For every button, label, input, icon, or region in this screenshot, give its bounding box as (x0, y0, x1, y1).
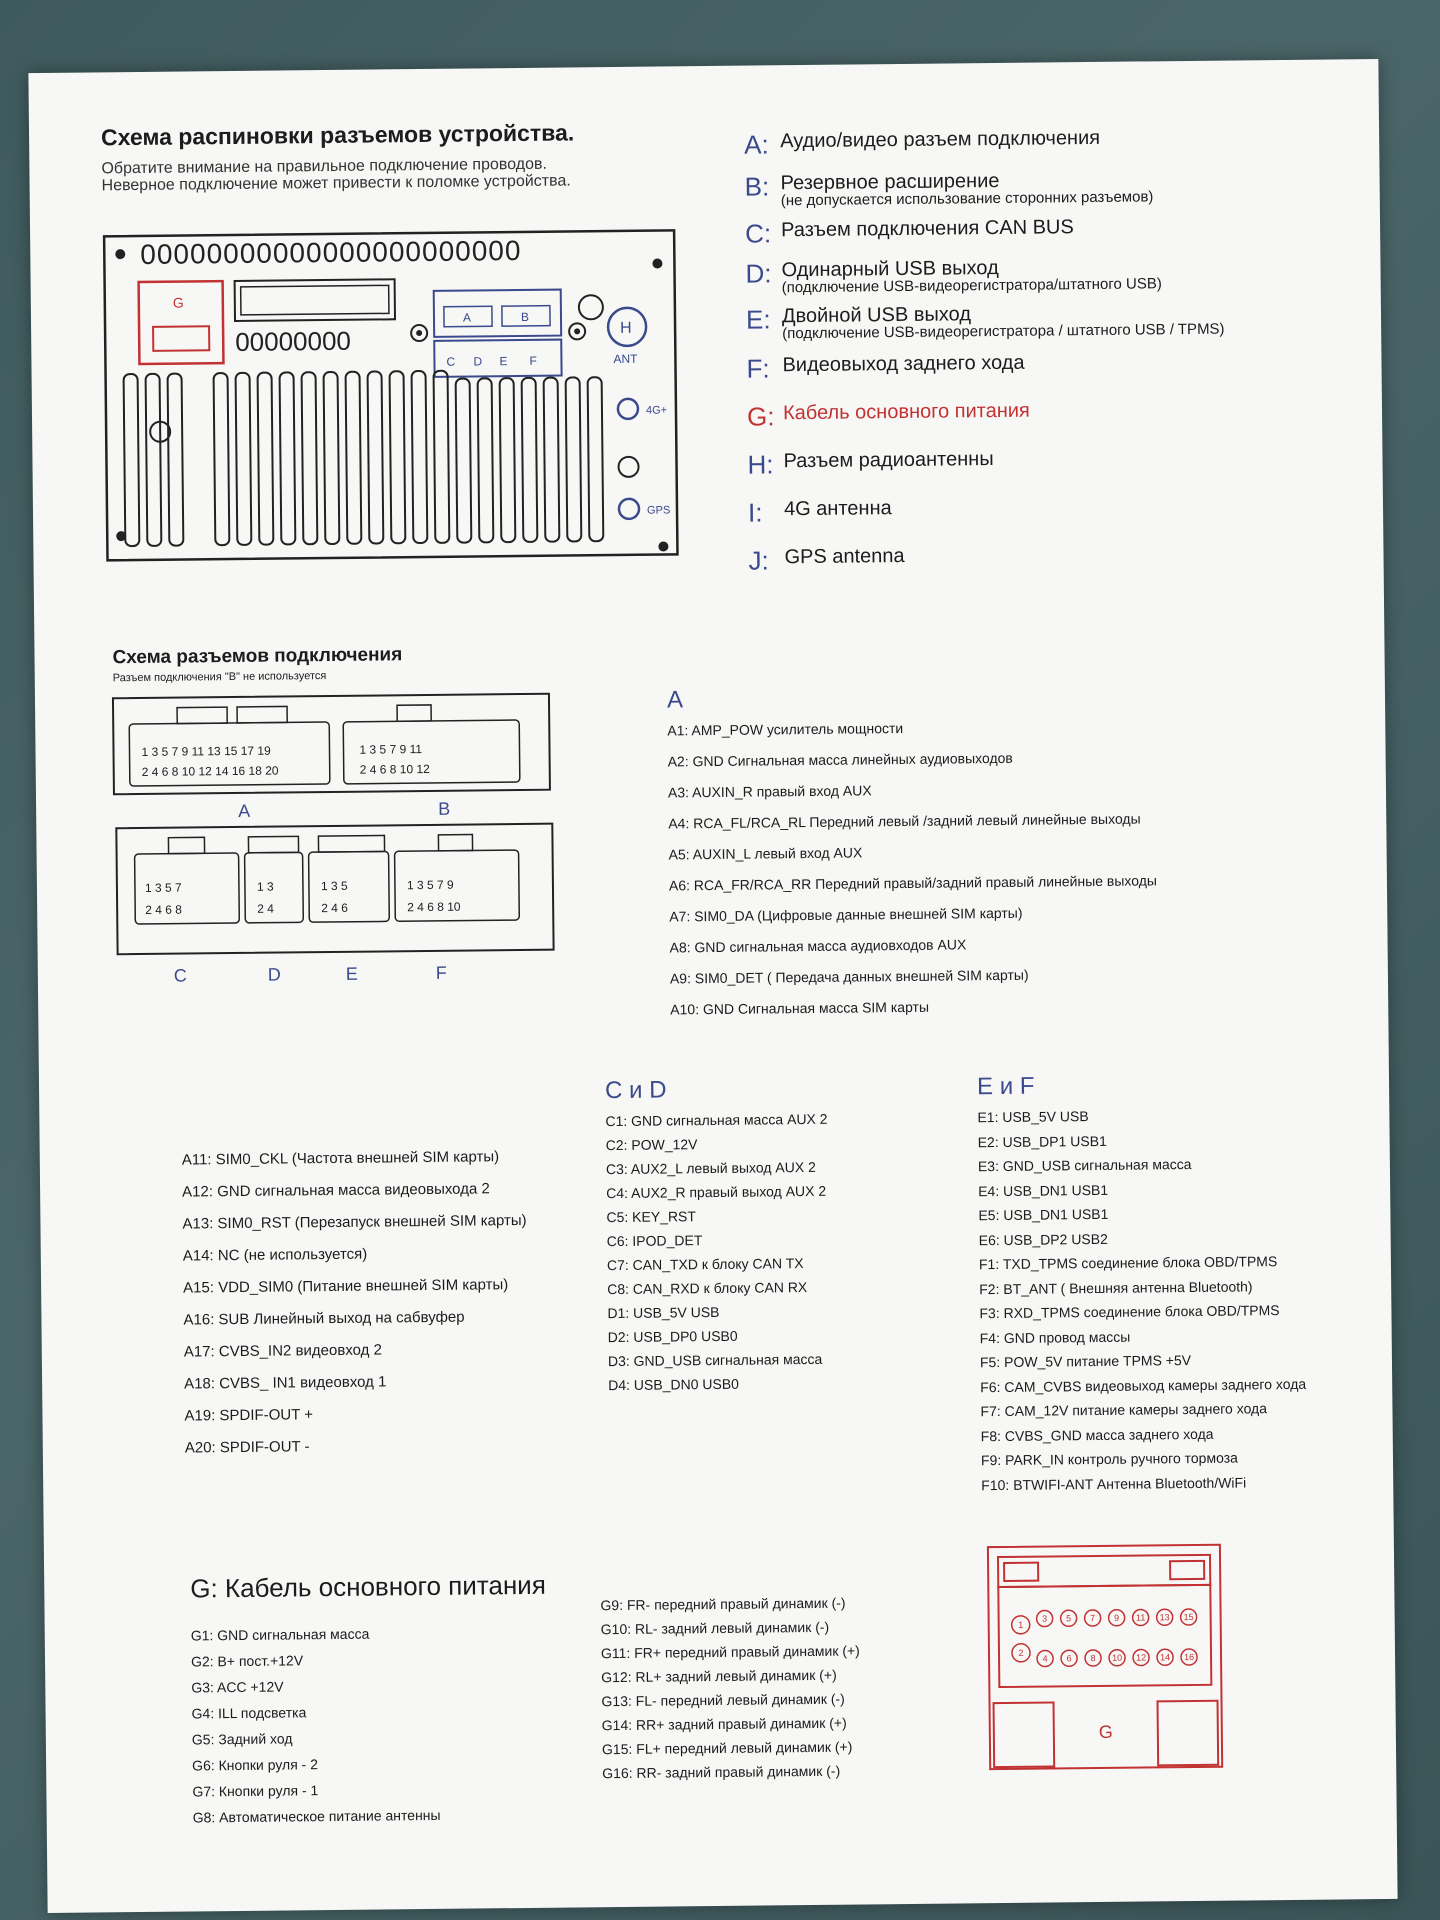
page-title: Схема распиновки разъемов устройства. (100, 119, 575, 151)
connector-d-even-pins: 2 4 (257, 901, 274, 916)
socket-d-label: D (473, 354, 483, 369)
legend-item-h: H: Разъем радиоантенны (747, 448, 994, 480)
pin-row-mid: 00000000 (235, 325, 352, 357)
connector-f-odd-pins: 1 3 5 7 9 (406, 877, 454, 893)
legend-item-j: J: GPS antenna (748, 544, 905, 576)
list-item: A14: NC (не используется) (182, 1245, 368, 1265)
connectors-title: Схема разъемов подключения (112, 644, 403, 669)
list-item: C5: KEY_RST (606, 1208, 696, 1226)
list-item: A2: GND Сигнальная масса линейных аудиовыходов (667, 749, 1013, 770)
list-item: F6: CAM_CVBS видеовыход камеры заднего хода (980, 1375, 1307, 1395)
list-item: E1: USB_5V USB (977, 1108, 1089, 1126)
pins-g-list-1 (191, 1625, 441, 1836)
antenna-h-label: H (620, 319, 632, 337)
connector-e-odd-pins: 1 3 5 (320, 878, 348, 894)
list-item: F4: GND провод массы (979, 1328, 1131, 1346)
list-item: A3: AUXIN_R правый вход AUX (667, 782, 872, 801)
4g-antenna-socket (618, 399, 638, 419)
connector-a-label: A (238, 800, 251, 821)
list-item: C8: CAN_RXD к блоку CAN RX (607, 1279, 808, 1298)
list-item: C1: GND сигнальная масса AUX 2 (605, 1110, 828, 1130)
list-item: A6: RCA_FR/RCA_RR Передний правый/задний правый линейные выходы (668, 872, 1158, 894)
pins-a-list-1 (667, 717, 1158, 1032)
list-item: A11: SIM0_CKL (Частота внешней SIM карты) (181, 1148, 500, 1169)
list-item: G13: FL- передний левый динамик (-) (601, 1690, 845, 1710)
gps-antenna-socket (619, 499, 639, 519)
list-item: A20: SPDIF-OUT - (184, 1438, 310, 1457)
list-item: G11: FR+ передний правый динамик (+) (600, 1642, 860, 1662)
device-rear-diagram (100, 226, 704, 572)
list-item: A12: GND сигнальная масса видеовыхода 2 (182, 1180, 490, 1201)
list-item: C4: AUX2_R правый выход AUX 2 (606, 1182, 827, 1202)
list-item: E6: USB_DP2 USB2 (978, 1230, 1108, 1248)
svg-text:5: 5 (1066, 1613, 1072, 1624)
list-item: A15: VDD_SIM0 (Питание внешней SIM карты) (183, 1276, 509, 1297)
list-item: A5: AUXIN_L левый вход AUX (668, 844, 863, 863)
list-item: E3: GND_USB сигнальная масса (977, 1155, 1192, 1175)
list-item: F2: BT_ANT ( Внешняя антенна Bluetooth) (979, 1277, 1253, 1297)
pins-ef-list (977, 1106, 1307, 1501)
list-item: A17: CVBS_IN2 видеовход 2 (183, 1341, 382, 1361)
list-item: A13: SIM0_RST (Перезапуск внешней SIM карты) (182, 1211, 527, 1233)
list-item: C3: AUX2_L левый выход AUX 2 (605, 1158, 816, 1178)
connector-a-even-pins: 2 4 6 8 10 12 14 16 18 20 (141, 763, 279, 779)
list-item: F5: POW_5V питание TPMS +5V (979, 1352, 1192, 1371)
svg-text:14: 14 (1159, 1652, 1171, 1663)
pins-g-list-2 (600, 1595, 861, 1790)
list-item: G16: RR- задний правый динамик (-) (602, 1762, 841, 1782)
svg-text:3: 3 (1042, 1613, 1048, 1624)
connector-b-label: B (438, 798, 451, 819)
list-item: E5: USB_DN1 USB1 (978, 1205, 1109, 1224)
list-item: D1: USB_5V USB (607, 1303, 720, 1322)
list-item: F9: PARK_IN контроль ручного тормоза (980, 1449, 1238, 1469)
list-item: A18: CVBS_ IN1 видеовход 1 (184, 1373, 387, 1393)
mount-hole (115, 249, 125, 259)
list-item: A9: SIM0_DET ( Передача данных внешней SIM карты) (669, 966, 1029, 987)
ab-socket (434, 290, 561, 337)
list-item: C2: POW_12V (605, 1136, 698, 1154)
list-item: G15: FL+ передний левый динамик (+) (601, 1738, 853, 1758)
socket-c-label: C (446, 354, 456, 369)
g-connector-diagram (984, 1541, 1236, 1774)
legend-item-b: B: Резервное расширение (не допускается использование сторонних разъемов) (744, 169, 1154, 210)
list-item: C7: CAN_TXD к блоку CAN TX (606, 1255, 804, 1274)
connector-e-even-pins: 2 4 6 (321, 900, 348, 916)
g-socket (139, 281, 224, 364)
list-item: F8: CVBS_GND масса заднего хода (980, 1425, 1214, 1444)
antenna-ant-label: ANT (613, 351, 638, 367)
list-item: A19: SPDIF-OUT + (184, 1406, 314, 1425)
gps-label: GPS (646, 504, 671, 517)
connector-c-label: C (173, 965, 187, 986)
socket-b-label: B (520, 309, 530, 324)
list-item: D2: USB_DP0 USB0 (607, 1327, 738, 1346)
list-item: A4: RCA_FL/RCA_RL Передний левый /задний левый линейные выходы (668, 810, 1141, 832)
pins-g-heading: G: Кабель основного питания (190, 1569, 546, 1604)
g-pin-2: 2 (1018, 1647, 1024, 1658)
list-item: G3: ACC +12V (191, 1678, 284, 1696)
pins-cd-list (605, 1111, 830, 1401)
connector-c-odd-pins: 1 3 5 7 (144, 880, 182, 895)
list-item: G12: RL+ задний левый динамик (+) (601, 1666, 837, 1686)
legend-item-g: G: Кабель основного питания (746, 399, 1030, 432)
connector-d-odd-pins: 1 3 (256, 879, 274, 894)
list-item: A7: SIM0_DA (Цифровые данные внешней SIM карты) (669, 904, 1023, 925)
list-item: F10: BTWIFI-ANT Антенна Bluetooth/WiFi (981, 1473, 1247, 1493)
list-item: A16: SUB Линейный выход на сабвуфер (183, 1308, 465, 1329)
connector-e-label: E (345, 963, 358, 984)
connector-f-even-pins: 2 4 6 8 10 (407, 899, 461, 915)
list-item: A8: GND сигнальная масса аудиовходов AUX (669, 936, 967, 956)
instruction-sheet (28, 59, 1397, 1913)
list-item: F3: RXD_TPMS соединение блока OBD/TPMS (979, 1302, 1280, 1322)
list-item: E2: USB_DP1 USB1 (977, 1132, 1107, 1150)
list-item: G4: ILL подсветка (191, 1704, 307, 1722)
list-item: D3: GND_USB сигнальная масса (607, 1350, 823, 1370)
connector-d (245, 852, 304, 923)
list-item: F7: CAM_12V питание камеры заднего хода (980, 1400, 1268, 1420)
g-connector-pins (1012, 1609, 1198, 1667)
list-item: G14: RR+ задний правый динамик (+) (601, 1714, 847, 1734)
svg-text:10: 10 (1111, 1652, 1123, 1663)
pins-a-heading: A (666, 686, 684, 714)
connector-c-even-pins: 2 4 6 8 (145, 902, 182, 917)
svg-text:8: 8 (1090, 1653, 1096, 1664)
svg-text:13: 13 (1159, 1612, 1170, 1623)
legend-item-d: D: Одинарный USB выход (подключение USB-видеорегистратора/штатного USB) (745, 256, 1162, 297)
g-pin-1: 1 (1018, 1619, 1024, 1630)
list-item: G9: FR- передний правый динамик (-) (600, 1594, 846, 1614)
connector-f-label: F (435, 962, 447, 983)
list-item: G5: Задний ход (191, 1730, 293, 1748)
note-line-1: Обратите внимание на правильное подключение проводов. (101, 155, 547, 178)
svg-text:12: 12 (1135, 1652, 1147, 1663)
legend-item-f: F: Видеовыход заднего хода (746, 351, 1025, 384)
note-line-2: Неверное подключение может привести к поломке устройства. (101, 172, 571, 195)
list-item: G7: Кнопки руля - 1 (192, 1782, 319, 1800)
socket-e-label: E (499, 354, 508, 369)
legend-item-i: I: 4G антенна (747, 497, 892, 528)
list-item: A1: AMP_POW усилитель мощности (667, 719, 904, 739)
connector-pinout-diagram (107, 687, 611, 1032)
list-item: F1: TXD_TPMS соединение блока OBD/TPMS (978, 1253, 1278, 1273)
pins-cd-heading: C и D (604, 1076, 667, 1105)
pins-a-list-2 (182, 1148, 530, 1472)
g-connector-label: G (1098, 1721, 1113, 1743)
svg-text:16: 16 (1183, 1651, 1195, 1663)
connector-a-odd-pins: 1 3 5 7 9 11 13 15 17 19 (141, 743, 271, 759)
socket-a-label: A (462, 310, 472, 325)
list-item: E4: USB_DN1 USB1 (978, 1181, 1109, 1199)
svg-text:7: 7 (1090, 1613, 1096, 1624)
list-item: D4: USB_DN0 USB0 (608, 1375, 739, 1394)
legend-item-c: C: Разъем подключения CAN BUS (744, 216, 1074, 249)
connector-d-label: D (267, 964, 281, 985)
list-item: G1: GND сигнальная масса (190, 1625, 370, 1644)
svg-text:6: 6 (1066, 1653, 1072, 1664)
svg-text:9: 9 (1114, 1612, 1120, 1623)
list-item: C6: IPOD_DET (606, 1232, 703, 1250)
svg-text:15: 15 (1183, 1612, 1194, 1623)
legend-item-a: A: Аудио/видео разъем подключения (744, 126, 1101, 160)
pins-ef-heading: E и F (976, 1072, 1035, 1101)
list-item: G8: Автоматическое питание антенны (192, 1806, 441, 1826)
svg-text:4: 4 (1042, 1653, 1048, 1664)
list-item: G6: Кнопки руля - 2 (192, 1756, 319, 1774)
g-socket-label: G (172, 294, 184, 311)
4g-label: 4G+ (645, 404, 668, 417)
pin-row-top: 00000000000000000000000 (140, 234, 522, 270)
socket-f-label: F (529, 353, 537, 368)
connector-b-even-pins: 2 4 6 8 10 12 (359, 761, 430, 777)
list-item: G10: RL- задний левый динамик (-) (600, 1618, 830, 1638)
legend-item-e: E: Двойной USB выход (подключение USB-видеорегистратора / штатного USB / TPMS) (745, 303, 1225, 343)
connectors-note: Разъем подключения "B" не используется (112, 670, 327, 685)
svg-text:11: 11 (1135, 1612, 1146, 1623)
connector-b-odd-pins: 1 3 5 7 9 11 (359, 742, 423, 757)
list-item: G2: B+ пост.+12V (190, 1652, 304, 1670)
list-item: A10: GND Сигнальная масса SIM карты (670, 998, 930, 1018)
